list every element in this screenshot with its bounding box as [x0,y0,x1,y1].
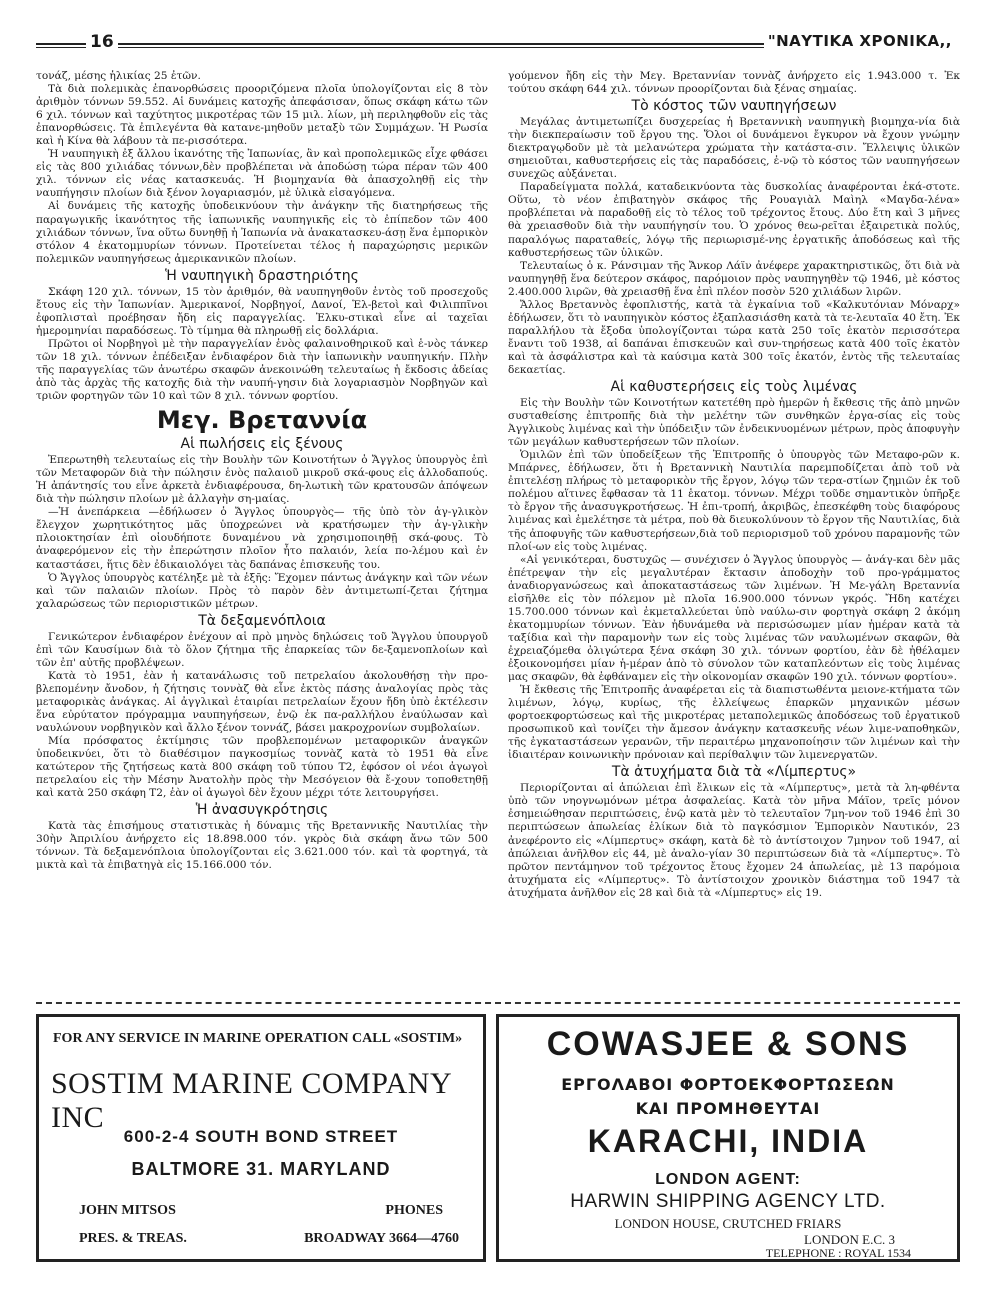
section-heading: Ἡ ναυπηγικὴ δραστηριότης [165,267,359,284]
right-column [508,70,960,900]
contact-person: JOHN MITSOS [79,1203,176,1218]
street-address: 600-2-4 SOUTH BOND STREET [123,1127,399,1146]
paragraph: Αἱ δυνάμεις τῆς κατοχῆς ὑποδεικνύουν τὴν ἀνάγκην τῆς διατηρήσεως τῆς παραγωγικῆς ἱκανότητος τῆς ἰαπωνικῆς ναυπηγικῆς εἰς τὸ ἐπίπεδον τῶν 400 χιλιάδων τόννων, ἵνα οὕτω δυνηθῇ ἡ Ἰαπωνία νὰ ἀνακατασκευ-άσῃ ἕνα ἐμπορικὸν στόλον 4 ἑκατομμυρίων τόννων. Προτείνεται τέλος ἡ παραχώρησις μερικῶν πολεμικῶν ναυπηγήσεως ἀμερικανικῶν πλοίων. [36,200,488,265]
paragraph: γούμενον ἤδη εἰς τὴν Μεγ. Βρεταννίαν τοννὰζ ἀνήρχετο εἰς 1.943.000 τ. Ἐκ τούτου σκάφη 644 χιλ. τόννων προορίζονται διὰ ξένας σημαίας. [508,70,960,96]
paragraph: —Ἡ ἀνεπάρκεια —ἐδήλωσεν ὁ Ἄγγλος ὑπουργὸς— τῆς ὑπὸ τὸν ἀγ-γλικὸν ἔλεγχον χωρητικότητος μᾶς ὑποχρεώνει νὰ κρατήσωμεν τὴν ἀγ-γλικὴν πλοιοκτησίαν ἐπὶ οἱουδήποτε δυναμένου νὰ χρησιμοποιηθῇ σκά-φους. Τὸ ἀναφερόμενον εἰς τὴν ἐπερώτησιν πλοῖον ἦτο παλαιόν, λεία πο-λέμου καὶ ἐν καταστάσει, ἥτις δὲν ἐδικαιολόγει τὰς δαπάνας ἐπισκευῆς του. [36,506,488,571]
page-header [36,34,956,54]
paragraph: Περιορίζονται αἱ ἀπώλειαι ἐπὶ ἔλικων εἰς τὰ «Λίμπερτυς», μετὰ τὰ λη-φθέντα ὑπὸ τῶν νηογνωμόνων μέτρα ἀσφαλείας. Κατὰ τὸν μῆνα Μάϊον, τρεῖς μόνον ἐσημειώθησαν περιπτώσεις, ἐνῷ κατὰ μὲν τὸ τελευταῖον 7μη-νον τοῦ 1946 ἐπὶ 30 περιπτώσεων ἀπωλείας ἑλίκων διὰ τὸ παγκόσμιον Ἐμπορικὸν Ναυτικόν, 23 ἀνεφέροντο εἰς «Λίμπερτυς» σκάφη, κατὰ δὲ τὸ ἀντίστοιχον 7μηνον τοῦ 1947, αἱ ἀπώλειαι ἀνῆλθον εἰς 44, μὲ ἀναλο-γίαν 30 περιπτώσεων διὰ τὰ «Λίμπερτυς». Τὸ πρῶτον πεντάμηνον τοῦ τρέχοντος ἔτους ἔχομεν 24 ἀπωλείας, μὲ 13 παρόμοια ἀτυχήματα εἰς «Λίμπερτυς». Τὸ ἀντίστοιχον χρονικὸν διάστημα τοῦ 1947 τὰ ἀτυχήματα ἀνῆλθον εἰς 28 καὶ διὰ τὰ «Λίμπερτυς» εἰς 19. [508,782,960,899]
paragraph: Τὰ διὰ πολεμικὰς ἐπανορθώσεις προοριζόμενα πλοῖα ὑπολογίζονται εἰς 8 τὸν ἀριθμὸν τόννων 59.552. Αἱ δυνάμεις κατοχῆς ἀπεφάσισαν, ὅπως σκάφη κάτω τῶν 6 χιλ. τόννων καὶ ταχύτητος μικροτέρας τῶν 15 μιλ. λίων, μὴ περιληφθοῦν εἰς τὰς ἐπανορθώσεις. Τὰ ἐπιλεγέντα θὰ κατανε-μηθοῦν μεταξὺ τῶν Συμμάχων. Ἡ Ρωσία καὶ ἡ Κίνα θὰ λάβουν τὰ πε-ρισσότερα. [36,83,488,148]
city-name: KARACHI, INDIA [587,1123,869,1159]
paragraph: Τελευταίως ὁ κ. Ράνσιμαν τῆς Ἄνκορ Λάϊν ἀνέφερε χαρακτηριστικῶς, ὅτι διὰ νὰ ναυπηγηθῇ ἕνα δεύτερον σκάφος, παρόμοιον πρὸς ναυπηγηθὲν τῷ 1946, μὲ κόστος 2.400.000 λιρῶν, θὰ χρειασθῇ ἕνα ἐπὶ πλέον ποσὸν 520 χιλιάδων λιρῶν. [508,259,960,298]
contact-title: PRES. & TREAS. [79,1231,187,1246]
section-heading: Τὸ κόστος τῶν ναυπηγήσεων [631,98,837,115]
paragraph: Κατὰ τὰς ἐπισήμους στατιστικὰς ἡ δύναμις τῆς Βρεταννικῆς Ναυτιλίας τὴν 30ὴν Ἀπριλίου ἀνήρχετο εἰς 18.898.000 τόν. γκρὸς διὰ σκάφη ἄνω τῶν 500 τόννων. Τὰ δεξαμενόπλοια ὑπολογίζονται εἰς 3.621.000 τόν. καὶ τὰ φορτηγά, τὰ μικτὰ καὶ τὰ ἐπιβατηγὰ εἰς 15.166.000 τόν. [36,820,488,872]
magazine-title: "ΝΑΥΤΙΚΑ ΧΡΟΝΙΚΑ,, [764,32,956,50]
section-heading: Αἱ πωλήσεις εἰς ξένους [180,436,344,453]
paragraph: Γενικώτερον ἐνδιαφέρον ἐνέχουν αἱ πρὸ μηνὸς δηλώσεις τοῦ Ἄγγλου ὑπουργοῦ ἐπὶ τῶν Καυσίμων διὰ τὸ ὅλον ζήτημα τῆς ἐπαρκείας τῶν δε-ξαμενοπλοίων καὶ τῶν ἐπ' αὐτῆς προβλέψεων. [36,630,488,669]
paragraph: «Αἱ γενικότεραι, δυστυχῶς — συνέχισεν ὁ Ἄγγλος ὑπουργὸς — ἀνάγ-και δὲν μᾶς ἐπέτρεψαν τὴν εἰς μεγαλυτέραν ἔκτασιν ἀποδοχὴν τοῦ προ-γράμματος ἀναδιοργανώσεως καὶ ἀποκαταστάσεως τῶν λιμένων. Ἡ Με-γάλη Βρεταννία εἰσῆλθε εἰς τὸν πόλεμον μὲ πλοῖα 16.900.000 τόννων γκρός. Ἤδη κατέχει 15.700.000 τόννων καὶ ἐκμεταλλεύεται ὑπὸ ναύλω-σιν φορτηγὰ σκάφη 2 ἀκόμη ἑκατομμυρίων τόννων. Ἐὰν ἠδυνάμεθα νὰ περισώσωμεν μίαν ἡμέραν κατὰ τὰ ταξίδια καὶ τὴν παραμονὴν των εἰς τοὺς λιμένας τῶν ναυλωμένων σκαφῶν, θὰ ἐχρειαζόμεθα ὀλιγώτερα ξένα σκάφη 30 χιλ. τόννων φορτίου, ἐὰν δὲ ἠθέλαμεν ἐξοικονομήσει μίαν ἡ-μέραν ἀπὸ τὸ σύνολον τῶν καταπλεόντων εἰς τοὺς λιμένας μας σκαφῶν, θὰ ἐφθάναμεν εἰς τὴν οἰκονομίαν σκαφῶν 190 χιλ. τόννων φορτίου». [508,553,960,684]
paragraph: Ἄλλος Βρεταννὸς ἐφοπλιστής, κατὰ τὰ ἐγκαίνια τοῦ «Καλκυτόνιαν Μόναρχ» ἐδήλωσεν, ὅτι τὸ ναυπηγικὸν κόστος ἐξαπλασιάσθη κατὰ τὰ τε-λευταῖα 40 ἔτη. Ἐκ παραλλήλου τὰ ἔξοδα ὑπολογίζονται τώρα κατὰ 250 τοῖς ἑκατὸν περισσότερα ἔναντι τοῦ 1938, αἱ δαπάναι ἐπισκευῶν καὶ συν-τηρήσεως κατὰ 400 τοῖς ἑκατὸν καὶ τὰ ἀσφάλιστρα καὶ τὰ καύσιμα κατὰ 300 τοῖς ἑκατόν, ἐντὸς τῆς τελευταίας δεκαετίας. [508,298,960,376]
paragraph: Κατὰ τὸ 1951, ἐὰν ἡ κατανάλωσις τοῦ πετρελαίου ἀκολουθήσῃ τὴν προ-βλεπομένην ἄνοδον, ἡ ζήτησις τοννὰζ θὰ εἶνε ἐκτὸς πάσης ἀναλογίας πρὸς τὰς μεταφορικὰς ἀνάγκας. Αἱ ἀγγλικαὶ ἑταιρίαι πετρελαίων ἔχουν ἤδη ὑπὸ ἐκτέλεσιν ἕνα εὐρύτατον πρόγραμμα ναυπηγήσεων, ἐνῷ ἐκ πα-ραλλήλου ἐναύλωσαν καὶ ναυλώνουν νορβηγικὸν καὶ ἄλλο ξένον τοννάζ, βάσει μακροχρονίων συμβολαίων. [36,669,488,735]
paragraph: Σκάφη 120 χιλ. τόννων, 15 τὸν ἀριθμόν, θὰ ναυπηγηθοῦν ἐντὸς τοῦ προσεχοῦς ἔτους εἰς τὴν Ἰαπωνίαν. Ἀμερικανοί, Νορβηγοί, Δανοί, Ἑλ-βετοὶ καὶ Φιλιππῖνοι ἐφοπλισταὶ προέβησαν ἤδη εἰς παραγγελίας. Ἑλκυ-στικαὶ εἶνε αἱ ταχεῖαι ἡμερομηνίαι παραδόσεως. Τὸ τίμημα θὰ πληρωθῇ εἰς δολλάρια. [36,285,488,337]
paragraph: Εἰς τὴν Βουλὴν τῶν Κοινοτήτων κατετέθη πρὸ ἡμερῶν ἡ ἔκθεσις τῆς ἀπὸ μηνῶν συσταθείσης ἐπιτροπῆς διὰ τὴν μελέτην τῶν συνθηκῶν ἐργα-σίας εἰς τοὺς Ἀγγλικοὺς λιμένας καὶ τὴν ὑπόδειξιν τῶν ἐνδεικνυομένων μέτρων, πρὸς ἀποφυγὴν τῶν μεγάλων καθυστερήσεων τῶν πλοίων. [508,397,960,449]
agent-address: LONDON HOUSE, CRUTCHED FRIARS [614,1216,842,1231]
sostim-advertisement [36,1014,486,1262]
paragraph: Ἐπερωτηθὴ τελευταίως εἰς τὴν Βουλὴν τῶν Κοινοτήτων ὁ Ἄγγλος ὑπουργὸς ἐπὶ τῶν Μεταφορῶν διὰ τὴν πώλησιν ἑνὸς παλαιοῦ μικροῦ σκά-φους εἰς ἀλλοδαπούς. Ἡ ἀπάντησίς του εἶνε ἀρκετὰ ἐνδιαφέρουσα, δη-λωτικὴ τῶν κρατουσῶν ἀπόψεων διὰ τὴν πώλησιν πλοίων μὲ ἀλλαγὴν ση-μαίας. [36,454,488,506]
ads-divider [36,1002,960,1008]
services-line: ΕΡΓΟΛΑΒΟΙ ΦΟΡΤΟΕΚΦΟΡΤΩΣΕΩΝ [561,1075,895,1094]
paragraph: Ὁμιλῶν ἐπὶ τῶν ὑποδείξεων τῆς Ἐπιτροπῆς ὁ ὑπουργὸς τῶν Μεταφο-ρῶν κ. Μπάρνες, ἐδήλωσεν, ὅτι ἡ Βρεταννικὴ Ναυτιλία παρεμποδίζεται ἀπὸ τοῦ νὰ ἐπιτελέσῃ πλήρως τὸ μεταφορικὸν τῆς ἔργον, λόγῳ τῶν τερα-στίων ζημιῶν ἐκ τοῦ πολέμου αἵτινες ἔφθασαν τὰ 11 ἑκατομ. τόννων. Μέχρι τοῦδε σημαντικὸν ὑπῆρξε τὸ ἔργον τῆς ἀνασυγκροτήσεως. Ἡ ἐπι-τροπή, ἀκριβῶς, ἐπεσκέφθη τοὺς διαφόρους λιμένας καὶ ἐμελέτησε τὰ μέτρα, ποὺ θὰ διευκολύνουν τὸ ἔργον τῆς Ναυτιλίας, διὰ τῆς ἀποφυγῆς τῶν καθυστερήσεων,διὰ τοῦ περιορισμοῦ τοῦ χρόνου παραμονῆς τῶν πλοί-ων εἰς τοὺς λιμένας. [508,449,960,553]
section-heading: Τὰ ἀτυχήματα διὰ τὰ «Λίμπερτυς» [611,764,857,781]
services-line: ΚΑΙ ΠΡΟΜΗΘΕΥΤΑΙ [635,1099,821,1118]
agent-address: LONDON E.C. 3 [804,1232,895,1247]
paragraph: Μεγάλας ἀντιμετωπίζει δυσχερείας ἡ Βρεταννικὴ ναυπηγικὴ βιομηχα-νία διὰ τὴν διεκπεραίωσιν τοῦ ἔργου της. Ὅλοι οἱ δυνάμενοι ἔγκυρον νὰ ἔχουν γνώμην διεκτραγῳδοῦν μὲ τὰ μελανώτερα χρώματα τὴν κατάστα-σιν. Ἔλλειψις ὑλικῶν σημειοῦται, καθυστερήσεις εἰς τὰς παραδόσεις, ἐ-νῷ τὸ κόστος τῶν ναυπηγήσεων συνεχῶς αὐξάνεται. [508,116,960,181]
paragraph: Ἡ ἔκθεσις τῆς Ἐπιτροπῆς ἀναφέρεται εἰς τὰ διαπιστωθέντα μειονε-κτήματα τῶν λιμένων, λόγῳ, κυρίως, τῆς ἐλλείψεως ἐπαρκῶν μηχανικῶν μέσων φορτοεκφορτώσεως καὶ τῆς μικροτέρας μεταπολεμικῶς ἀποδόσεως τοῦ ἐργατικοῦ προσωπικοῦ καὶ τονίζει τὴν ἄμεσον ἀνάγκην κατασκευῆς νέων λιμε-ναποθηκῶν, τῆς ἐγκαταστάσεων γερανῶν, τῆν περαιτέρω μηχανοποίησιν τῶν λιμένων καὶ τὴν ἰδιαιτέραν κοινωνικὴν πρόνοιαν καὶ περίθαλψιν τῶν λιμενεργατῶν. [508,684,960,762]
page-number: 16 [86,32,118,52]
agent-label: LONDON AGENT: [655,1171,801,1188]
left-column [36,70,488,872]
agent-telephone: TELEPHONE : ROYAL 1534 [765,1246,911,1260]
paragraph: Ἡ ναυπηγικὴ ἐξ ἄλλου ἱκανότης τῆς Ἰαπωνίας, ἂν καὶ προπολεμικῶς εἶχε φθάσει εἰς τὰς 800 χιλιάδας τόννων,δὲν προβλέπεται νὰ ἀποδώσῃ τώρα πέραν τῶν 400 χιλ. τόννων εἰς νέας κατασκευάς. Ἡ βιομηχανία θὰ ἀπασχοληθῇ εἰς τὴν ναυπήγησιν πλοίων διὰ ξένον λογαριασμόν, μὲ ὑλικὰ εἰσαγόμενα. [36,148,488,200]
company-name: COWASJEE & SONS [546,1025,910,1063]
paragraph: Πρῶτοι οἱ Νορβηγοὶ μὲ τὴν παραγγελίαν ἑνὸς φαλαινοθηρικοῦ καὶ ἑ-νὸς τάνκερ τῶν 18 χιλ. τόννων ἐπέδειξαν ἐνδιαφέρον διὰ τὴν ἰαπωνικὴν ναυπηγικήν. Πλὴν τῆς παραγγελίας τῶν ἀνωτέρω σκαφῶν ἀνεκοινώθη τελευταίως ἡ ἔκδοσις ἀδείας ἀπὸ τὰς ἀρχὰς τῆς κατοχῆς διὰ τὴν ναυπή-γησιν διὰ λογαριασμὸν Νορβηγῶν καὶ τριῶν φορτηγῶν τῶν 10 καὶ τῶν 8 χιλ. τόννων φορτίου. [36,337,488,403]
section-heading: Τὰ δεξαμενόπλοια [198,612,326,629]
section-heading: Ἡ ἀνασυγκρότησις [195,802,329,819]
paragraph: Ὁ Ἄγγλος ὑπουργὸς κατέληξε μὲ τὰ ἑξῆς: Ἔχομεν πάντως ἀνάγκην καὶ τῶν νέων καὶ τῶν παλαιῶν πλοίων. Πρὸς τὸ παρὸν δὲν ἀντιμετωπί-ζεται ζήτημα χαλαρώσεως τῶν περιοριστικῶν μέτρων. [36,571,488,610]
ad-callout: FOR ANY SERVICE IN MARINE OPERATION CALL «SOSTIM» [53,1031,463,1046]
cowasjee-advertisement [496,1014,960,1262]
phones-label: PHONES [385,1203,443,1218]
paragraph: τονάζ, μέσης ἡλικίας 25 ἐτῶν. [36,70,201,82]
city-address: BALTMORE 31. MARYLAND [131,1159,391,1179]
company-name: SOSTIM MARINE COMPANY INC [51,1067,452,1134]
section-heading: Αἱ καθυστερήσεις εἰς τοὺς λιμένας [610,379,858,396]
country-heading: Μεγ. Βρεταννία [156,406,368,435]
phone-number: BROADWAY 3664—4760 [304,1231,459,1246]
agent-name: HARWIN SHIPPING AGENCY LTD. [570,1191,886,1212]
paragraph: Μία πρόσφατος ἐκτίμησις τῶν προβλεπομένων μεταφορικῶν ἀναγκῶν ὑποδεικνύει, ὅτι τὸ διαθέσιμον παγκοσμίως τοννὰζ κατὰ τὸ 1951 θὰ εἶνε κατώτερον τῆς ζητήσεως κατὰ 800 σκάφη τοῦ τύπου Τ2, ἐφόσον οἱ νέοι ἀγωγοὶ πετρελαίου εἰς τὴν Μέσην Ἀνατολὴν πρὸς τὴν Μεσόγειον θὰ ἔ-χουν τοποθετηθῇ καὶ κατὰ 250 σκάφη Τ2, ἐὰν οἱ ἀγωγοὶ δὲν ἔχουν μέχρι τότε λειτουργήσει. [36,735,488,800]
paragraph: Παραδείγματα πολλά, καταδεικνύοντα τὰς δυσκολίας ἀναφέρονται ἑκά-στοτε. Οὕτω, τὸ νέον ἐπιβατηγὸν σκάφος τῆς Ρουαγιὰλ Μαὶηλ «Μαγδα-λένα» προβλέπεται νὰ παραδοθῇ εἰς τὸ τέλος τοῦ τρέχοντος ἔτους. Δύο ἔτη καὶ 3 μῆνες θὰ χρειασθοῦν διὰ τὴν ναυπήγησίν του. Ὁ χρόνος θεω-ρεῖται ἐξαιρετικὰ πολύς, παραλόγως παραταθείς, λόγῳ τῆς περιωρισμέ-νης ἐργατικῆς ἀποδόσεως καὶ τῆς καθυστερήσεως τῶν ὑλικῶν. [508,181,960,259]
